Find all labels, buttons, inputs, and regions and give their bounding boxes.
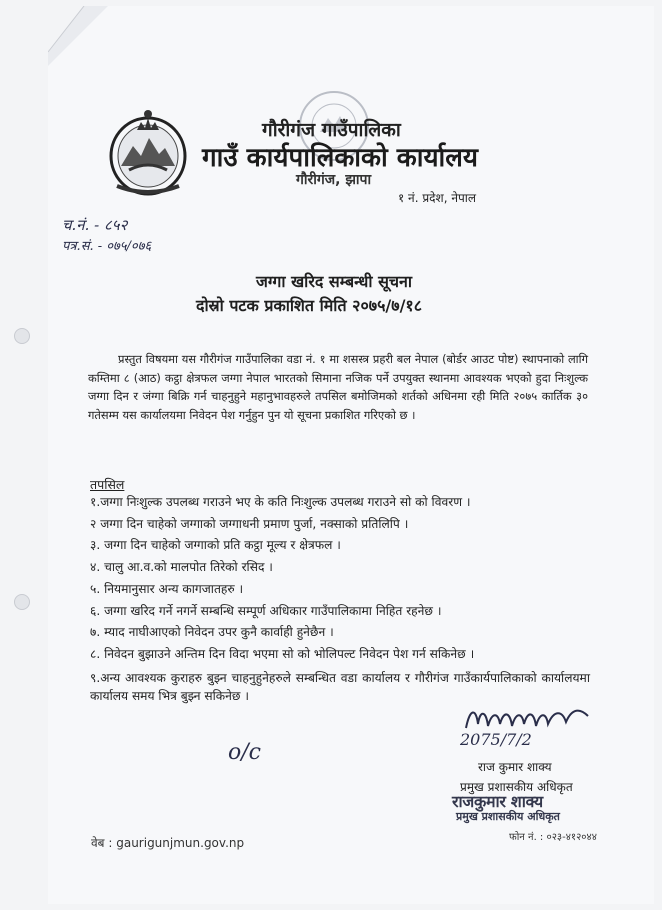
phone-line (509, 829, 597, 843)
list-item: ५. नियमानुसार अन्य कागजातहरु । (90, 581, 244, 596)
stamp-name: राजकुमार शाक्य (452, 792, 543, 811)
dispatch-number: च.नं. - ८५२ (62, 216, 128, 234)
signatory-name: राज कुमार शाक्य (478, 760, 552, 774)
province-label: १ नं. प्रदेश, नेपाल (398, 191, 477, 205)
website-line (91, 834, 244, 851)
letter-number: पत्र.सं. - ०७५/०७६ (62, 239, 152, 254)
list-item: ९.अन्य आवश्यक कुराहरु बुझ्न चाहनुहुनेहरुले सम्बन्धित वडा कार्यालय र गौरीगंज गाउँकार्यपालिकाको कार्यालयमा कार्यालय समय भित्र बुझ्न सकिनेछ । (90, 670, 590, 703)
conditions-list (90, 492, 610, 705)
signature-date: 2075/7/2 (460, 730, 532, 749)
folded-corner (48, 6, 108, 66)
punch-hole-bottom (14, 594, 30, 610)
municipality-name: गौरीगंज गाउँपालिका (262, 119, 401, 141)
office-name: गाउँ कार्यपालिकाको कार्यालय (202, 143, 478, 173)
notice-title: जग्गा खरिद सम्बन्धी सूचना (256, 272, 413, 291)
nepal-government-emblem-icon (107, 108, 189, 198)
website-label: वेब : (91, 836, 113, 850)
notice-subtitle: दोस्रो पटक प्रकाशित मिति २०७५/७/१८ (196, 296, 423, 315)
punch-hole-top (14, 328, 30, 344)
stamp-designation: प्रमुख प्रशासकीय अधिकृत (456, 810, 560, 823)
list-item: २ जग्गा दिन चाहेको जग्गाको जग्गाधनी प्रमाण पुर्जा, नक्साको प्रतिलिपि । (90, 516, 409, 531)
website-url[interactable]: gaurigunjmun.gov.np (116, 836, 245, 850)
list-item: १.जग्गा निःशुल्क उपलब्ध गराउने भए के कति निःशुल्क उपलब्ध गराउने सो को विवरण । (90, 495, 471, 509)
phone-number: ०२३-४१२०४४ (546, 832, 597, 843)
phone-label: फोन नं. : (509, 832, 544, 843)
list-item: ४. चालु आ.व.को मालपोत तिरेको रसिद । (90, 560, 273, 575)
notice-body: प्रस्तुत विषयमा यस गौरीगंज गाउँपालिका वडा नं. १ मा शसस्त्र प्रहरी बल नेपाल (बोर्डर आउट पोष्ट) स्थापनाको लागि कम्तिमा ८ (आठ) कट्ठा क्षेत्रफल जग्गा नेपाल भारतको सिमाना नजिक पर्ने उपयुक्त स्थानमा आवश्यक भएको हुदा निःशुल्क जग्गा दिन र जंग्गा बिक्रि गर्न चाहनुहुने महानुभावहरुले तपसिल बमोजिमको शर्तको अधिनमा रही मिति २०७५ कार्तिक ३० गतेसम्म यस कार्यालयमा निवेदन पेश गर्नुहुन पुन यो सूचना प्रकाशित गरिएको छ । (88, 352, 588, 422)
list-item: ७. म्याद नाघीआएको निवेदन उपर कुनै कार्वाही हुनेछैन । (90, 625, 334, 640)
office-location: गौरीगंज, झापा (296, 172, 372, 188)
conditions-heading: तपसिल (90, 477, 125, 492)
list-item: ३. जग्गा दिन चाहेको जग्गाको प्रति कट्ठा मूल्य र क्षेत्रफल । (90, 538, 341, 553)
handwritten-oc: o/c (228, 740, 261, 765)
signatory-designation: प्रमुख प्रशासकीय अधिकृत (460, 780, 573, 794)
list-item: ८. निवेदन बुझाउने अन्तिम दिन विदा भएमा सो को भोलिपल्ट निवेदन पेश गर्न सकिनेछ । (90, 646, 475, 661)
list-item: ६. जग्गा खरिद गर्ने नगर्ने सम्बन्धि सम्पूर्ण अधिकार गाउँपालिकामा निहित रहनेछ । (90, 603, 442, 618)
